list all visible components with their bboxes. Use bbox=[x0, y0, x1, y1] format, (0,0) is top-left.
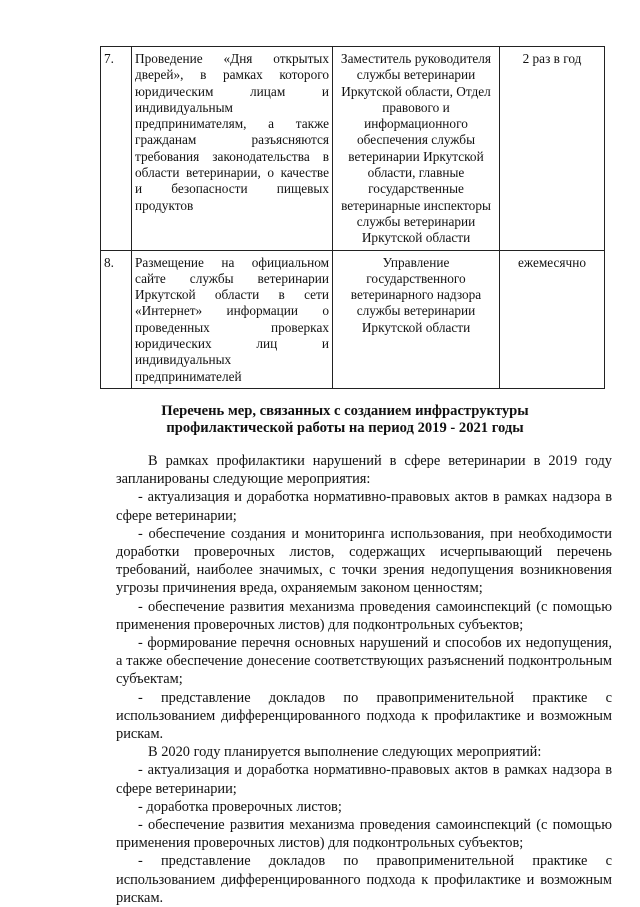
list-item: - актуализация и доработка нормативно-правовых актов в рамках надзора в сфере ветеринарии; bbox=[116, 489, 612, 524]
list-item: - обеспечение развития механизма проведения самоинспекций (с помощью применения проверочных листов) для подконтрольных субъектов; bbox=[116, 817, 612, 852]
responsible-party: Заместитель руководителя службы ветеринарии Иркутской области, Отдел правового и информационного обеспечения службы ветеринарии Иркутской области, главные государственные ветеринарные инспекторы службы ветеринарии Иркутской области bbox=[333, 47, 500, 251]
measure-term: ежемесячно bbox=[500, 250, 605, 388]
list-item: - доработка проверочных листов; bbox=[138, 798, 342, 815]
section-title-line: Перечень мер, связанных с созданием инфраструктуры bbox=[161, 403, 529, 419]
list-item: - представление докладов по правоприменительной практике с использованием дифференцированного подхода к профилактике и возможным рискам. bbox=[116, 689, 612, 743]
row-number: 7. bbox=[101, 47, 132, 251]
list-item: - формирование перечня основных нарушений и способов их недопущения, а также обеспечение донесение соответствующих разъяснений подконтрольным субъектам; bbox=[116, 635, 612, 688]
paragraph: В рамках профилактики нарушений в сфере ветеринарии в 2019 году запланированы следующие мероприятия: bbox=[116, 453, 612, 488]
list-item: - обеспечение развития механизма проведения самоинспекций (с помощью применения проверочных листов) для подконтрольных субъектов; bbox=[116, 598, 612, 633]
responsible-party: Управление государственного ветеринарного надзора службы ветеринарии Иркутской области bbox=[333, 250, 500, 388]
body-text bbox=[116, 452, 612, 907]
table-row bbox=[101, 47, 605, 251]
measure-description: Размещение на официальном сайте службы ветеринарии Иркутской области в сети «Интернет» информации о проведенных проверках юридических лиц и индивидуальных предпринимателей bbox=[132, 250, 333, 388]
section-title bbox=[110, 403, 580, 437]
paragraph: В 2020 году планируется выполнение следующих мероприятий: bbox=[148, 744, 542, 761]
list-item: - представление докладов по правоприменительной практике с использованием дифференцированного подхода к профилактике и возможным рискам. bbox=[116, 853, 612, 906]
measure-term: 2 раз в год bbox=[500, 47, 605, 251]
measure-description: Проведение «Дня открытых дверей», в рамках которого юридическим лицам и индивидуальным предпринимателям, а также гражданам разъясняются требования законодательства в области ветеринарии, о качестве и безопасности пищевых продуктов bbox=[132, 47, 333, 251]
list-item: - актуализация и доработка нормативно-правовых актов в рамках надзора в сфере ветеринарии; bbox=[116, 762, 612, 797]
list-item: - обеспечение создания и мониторинга использования, при необходимости доработки проверочных листов, содержащих исчерпывающий перечень требований, наиболее значимых, с точки зрения недопущения возникновения угрозы причинения вреда, охраняемым законом ценностям; bbox=[116, 525, 612, 597]
section-title-line: профилактической работы на период 2019 - 2021 годы bbox=[166, 420, 524, 436]
table-row bbox=[101, 250, 605, 388]
measures-table bbox=[100, 46, 605, 389]
row-number: 8. bbox=[101, 250, 132, 388]
